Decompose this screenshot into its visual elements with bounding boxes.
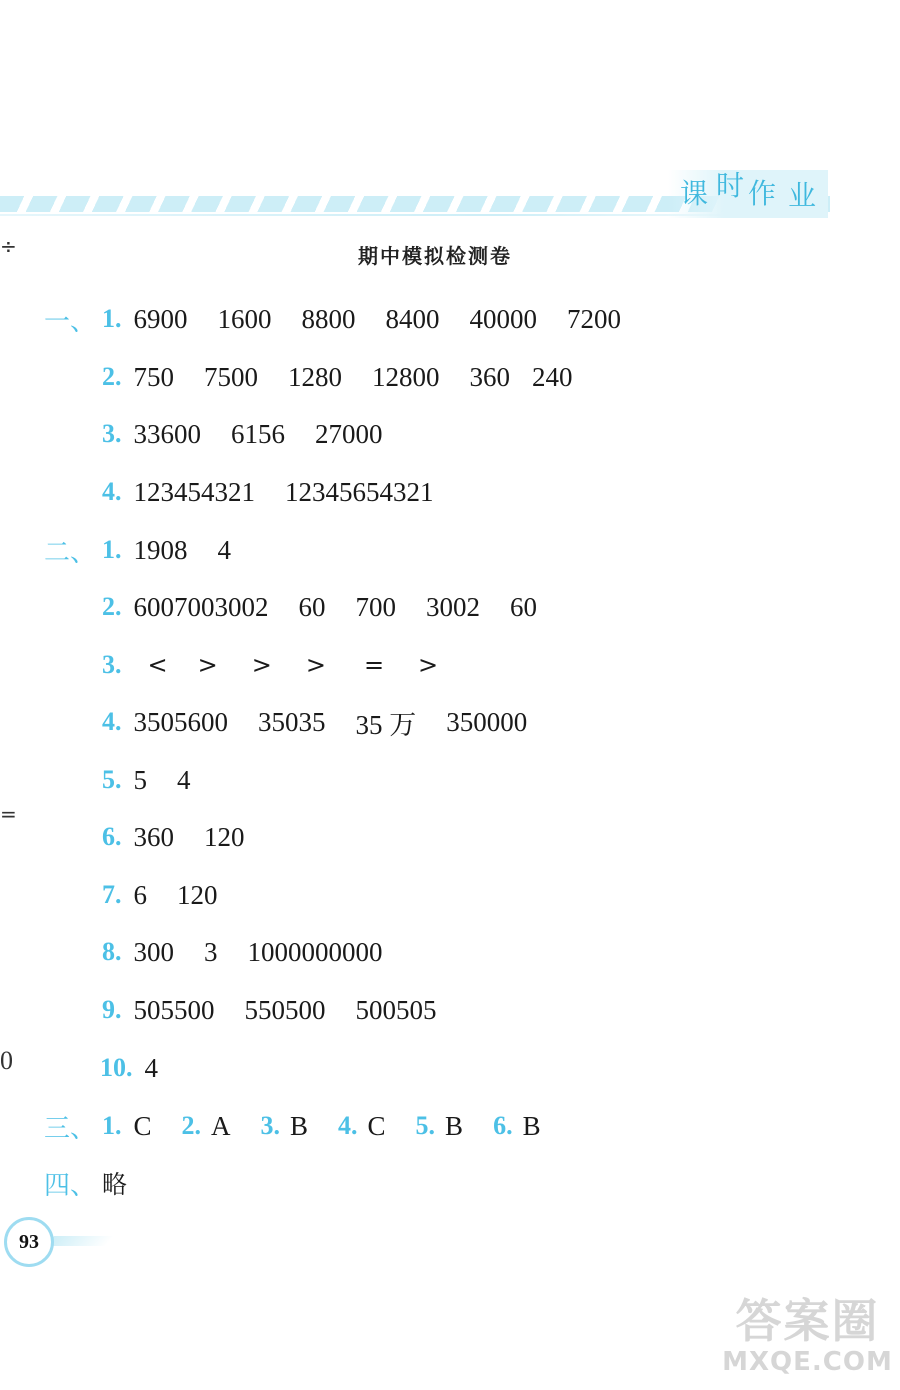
question-number: 4. — [102, 707, 122, 736]
page-number: 93 — [4, 1217, 54, 1267]
answer: 4 — [217, 534, 231, 565]
section-label: 三、 — [44, 1113, 97, 1144]
comparison-symbol: > — [418, 651, 439, 679]
answer-row — [102, 992, 437, 1028]
answer: 40000 — [469, 303, 537, 334]
answer: C — [367, 1110, 386, 1141]
answer: 略 — [102, 1170, 128, 1199]
comparison-symbol: > — [251, 651, 272, 679]
answer-row — [102, 474, 434, 510]
question-number: 8. — [102, 937, 122, 966]
answer: 60 — [510, 591, 537, 622]
question-number: 1. — [102, 304, 122, 333]
answer: 4 — [177, 764, 191, 795]
answer-row — [100, 1050, 158, 1086]
logo-char: 时 — [716, 169, 745, 202]
answer: 33600 — [133, 418, 201, 449]
answer: 3505600 — [133, 706, 228, 737]
series-logo — [668, 170, 828, 218]
answer: 240 — [532, 361, 573, 392]
answer: 6007003002 — [133, 591, 269, 622]
question-number: 5. — [415, 1111, 436, 1140]
answer-row — [102, 934, 383, 970]
answer: 4 — [144, 1052, 158, 1083]
answer: 7500 — [204, 361, 258, 392]
answer: 35 万 — [355, 709, 417, 740]
answer: C — [133, 1110, 152, 1141]
answer: 8800 — [301, 303, 356, 334]
answer: 360 — [469, 361, 510, 392]
answer: 500505 — [355, 994, 437, 1025]
page-number-decoration — [46, 1236, 114, 1246]
answer-row — [44, 301, 621, 337]
question-number: 6. — [493, 1111, 513, 1140]
answer: 8400 — [385, 303, 440, 334]
answer: 123454321 — [133, 476, 255, 507]
answer: A — [211, 1110, 231, 1141]
answer: 120 — [204, 821, 245, 852]
answer: 1600 — [217, 303, 272, 334]
edge-mark-divide: ÷ — [0, 234, 17, 258]
answer: B — [290, 1110, 309, 1141]
section-label: 四、 — [44, 1170, 97, 1201]
answer: 3002 — [426, 591, 480, 622]
answer: 3 — [204, 936, 218, 967]
watermark-url: MXQE.COM — [722, 1347, 893, 1377]
comparison-symbol: = — [363, 651, 385, 679]
watermark-logo-text: 答案圈 — [735, 1294, 880, 1348]
question-number: 3. — [260, 1111, 281, 1140]
answer: 120 — [177, 879, 218, 910]
logo-char: 课 — [680, 177, 709, 210]
question-number: 4. — [338, 1111, 358, 1140]
question-number: 10. — [100, 1053, 133, 1082]
logo-char: 业 — [788, 179, 817, 212]
section-label: 一、 — [44, 306, 97, 337]
answer: 700 — [355, 591, 396, 622]
answer: 6900 — [133, 303, 188, 334]
answer-row — [44, 1165, 127, 1201]
answer-row — [102, 647, 438, 683]
comparison-symbol: > — [197, 651, 218, 679]
answer: 300 — [133, 936, 174, 967]
answer: 550500 — [244, 994, 326, 1025]
answer-row — [102, 416, 383, 452]
answer: 750 — [133, 361, 174, 392]
page-title: 期中模拟检测卷 — [358, 244, 512, 268]
question-number: 2. — [102, 362, 122, 391]
question-number: 2. — [102, 592, 122, 621]
answer: 6156 — [231, 418, 285, 449]
answer-row — [44, 1108, 541, 1144]
question-number: 1. — [102, 1111, 122, 1140]
answer-row — [44, 532, 231, 568]
answer-row — [102, 359, 573, 395]
answer: 60 — [298, 591, 326, 622]
comparison-symbol: < — [147, 651, 168, 679]
answer-row — [102, 762, 191, 798]
question-number: 1. — [102, 535, 122, 564]
logo-char: 作 — [748, 177, 777, 210]
answer: 6 — [133, 879, 147, 910]
answer: 5 — [133, 764, 147, 795]
question-number: 9. — [102, 995, 122, 1024]
answer: 1280 — [288, 361, 342, 392]
answer: B — [522, 1110, 541, 1141]
question-number: 3. — [102, 419, 122, 448]
answer: 360 — [133, 821, 174, 852]
answer: 1908 — [133, 534, 188, 565]
question-number: 6. — [102, 822, 122, 851]
question-number: 5. — [102, 765, 122, 794]
question-number: 2. — [181, 1111, 202, 1140]
edge-mark-equals: = — [0, 802, 17, 826]
answer-row — [102, 877, 218, 913]
watermark — [720, 1296, 895, 1386]
answer: 350000 — [446, 706, 528, 737]
edge-mark-zero: 0 — [0, 1046, 13, 1075]
question-number: 3. — [102, 650, 122, 679]
answer-row — [102, 819, 245, 855]
answer-row — [102, 704, 527, 740]
answer-row — [102, 589, 537, 625]
section-label: 二、 — [44, 537, 97, 568]
answer: 1000000000 — [247, 936, 383, 967]
answer: 12345654321 — [285, 476, 434, 507]
question-number: 7. — [102, 880, 122, 909]
question-number: 4. — [102, 477, 122, 506]
answer: 27000 — [315, 418, 383, 449]
answer: 505500 — [133, 994, 215, 1025]
answer: 35035 — [258, 706, 326, 737]
comparison-symbol: > — [305, 651, 326, 679]
answer: 7200 — [567, 303, 621, 334]
answer: B — [445, 1110, 464, 1141]
answer: 12800 — [372, 361, 440, 392]
